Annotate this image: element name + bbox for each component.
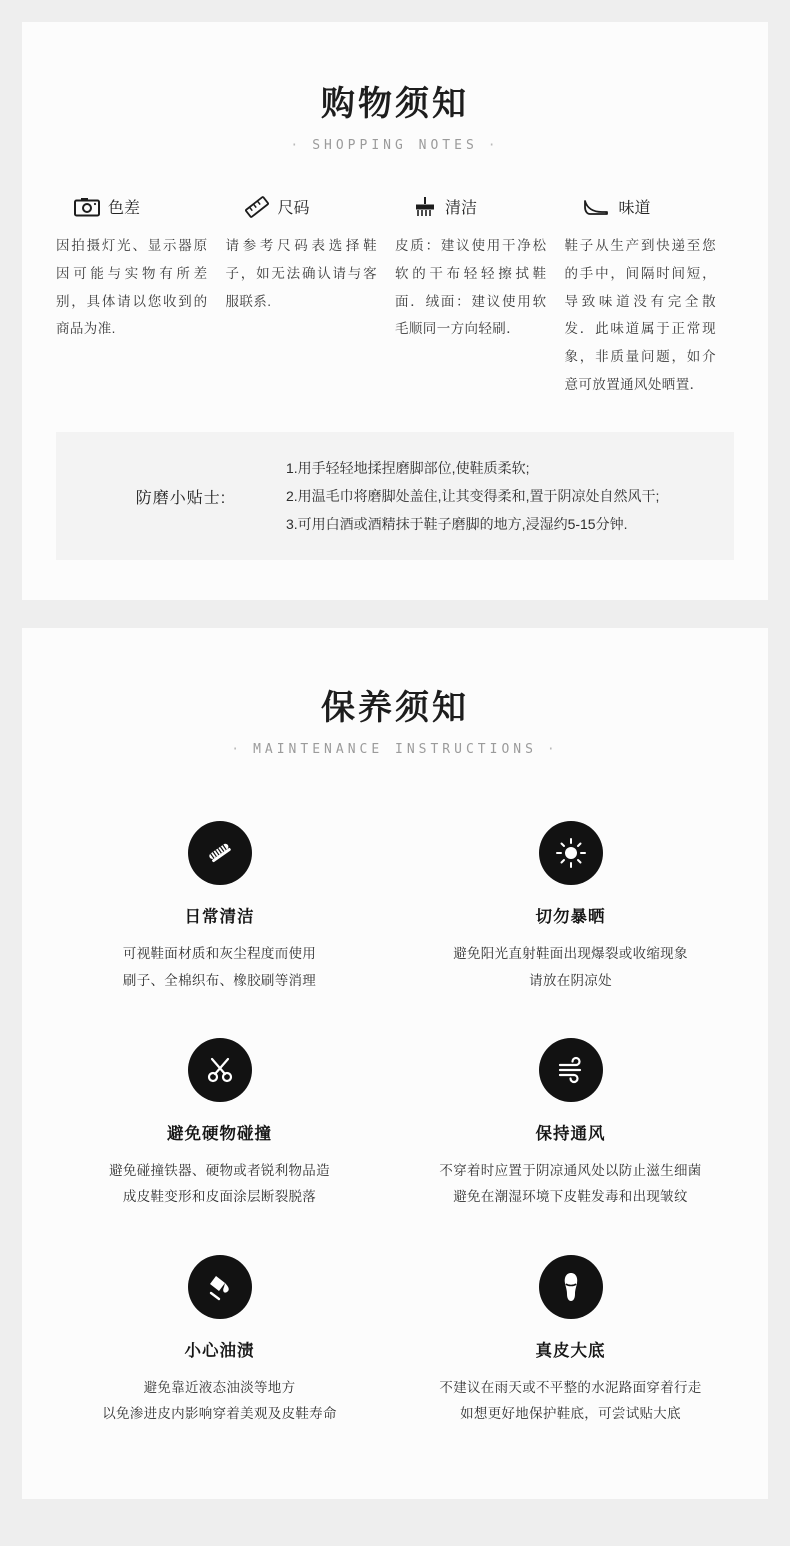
note-text: 鞋子从生产到快递至您的手中，间隔时间短，导致味道没有完全散发．此味道属于正常现象，非质量问题，如介意可放置通风处晒置． <box>564 238 716 392</box>
note-smell <box>565 195 735 398</box>
desc-line: 可视鞋面材质和灰尘程度而使用 <box>122 946 317 962</box>
desc-line: 避免阳光直射鞋面出现爆裂或收缩现象 <box>453 946 688 962</box>
maintenance-item-leather-sole <box>395 1237 746 1454</box>
maintenance-item-oil-stains <box>44 1237 395 1454</box>
maintenance-item-no-sun-exposure <box>395 803 746 1020</box>
maintenance-subtitle-text: MAINTENANCE INSTRUCTIONS <box>253 742 537 758</box>
note-head <box>565 195 717 218</box>
desc-line: 如想更好地保护鞋底，可尝试贴大底 <box>460 1405 681 1421</box>
desc-line: 避免碰撞铁器、硬物或者锐利物品造 <box>109 1163 330 1179</box>
anti-abrasion-tips <box>56 432 734 560</box>
shopping-notes-row <box>56 195 734 398</box>
dot-left: · <box>290 138 303 154</box>
maintenance-item-desc <box>54 1158 385 1211</box>
note-text: 因拍摄灯光、显示器原因可能与实物有所差别，具体请以您收到的商品为准. <box>56 238 208 337</box>
note-head <box>395 195 547 218</box>
ruler-icon <box>244 196 270 218</box>
camera-icon <box>74 197 100 217</box>
note-label: 尺码 <box>277 200 310 218</box>
note-label: 色差 <box>108 200 141 218</box>
note-size <box>226 195 396 398</box>
wind-icon <box>539 1038 603 1102</box>
note-label: 味道 <box>618 200 651 218</box>
oil-drop-icon <box>188 1255 252 1319</box>
shopping-title-block <box>22 82 768 153</box>
desc-line: 避免靠近液态油淡等地方 <box>143 1379 296 1395</box>
maintenance-item-avoid-impact <box>44 1020 395 1237</box>
maintenance-item-title: 切勿暴晒 <box>535 908 606 927</box>
high-heel-icon <box>583 197 611 217</box>
tips-item: 2.用温毛巾将磨脚处盖住,让其变得柔和,置于阴凉处自然风干; <box>286 488 660 505</box>
tips-item: 1.用手轻轻地揉捏磨脚部位,使鞋质柔软; <box>286 460 530 477</box>
brush-icon <box>413 196 437 218</box>
tips-item: 3.可用白酒或酒精抹于鞋子磨脚的地方,浸湿约5-15分钟. <box>286 516 628 533</box>
maintenance-title-block <box>22 686 768 757</box>
sun-icon <box>539 821 603 885</box>
desc-line: 不穿着时应置于阴凉通风处以防止滋生细菌 <box>439 1163 702 1179</box>
note-text: 请参考尺码表选择鞋子，如无法确认请与客服联系. <box>225 238 377 309</box>
shopping-subtitle <box>22 138 768 153</box>
maintenance-item-title: 保持通风 <box>535 1125 606 1144</box>
maintenance-section <box>22 628 768 1499</box>
page-title: 购物须知 <box>321 85 469 123</box>
maintenance-item-desc <box>54 1375 385 1428</box>
maintenance-item-title: 真皮大底 <box>535 1341 606 1360</box>
note-text: 皮质：建议使用干净松软的干布轻轻擦拭鞋面．绒面：建议使用软毛顺同一方向轻刷． <box>395 238 547 337</box>
desc-line: 刷子、全棉织布、橡胶刷等消理 <box>122 972 317 988</box>
desc-line: 避免在潮湿环境下皮鞋发毒和出现皱纹 <box>453 1189 688 1205</box>
scissors-icon <box>188 1038 252 1102</box>
desc-line: 请放在阴凉处 <box>529 972 612 988</box>
maintenance-item-desc <box>405 941 736 994</box>
maintenance-grid <box>44 803 746 1453</box>
brush-circle-icon <box>188 821 252 885</box>
note-head <box>56 195 208 218</box>
note-head <box>226 195 378 218</box>
maintenance-item-desc <box>405 1375 736 1428</box>
note-cleaning <box>395 195 565 398</box>
maintenance-item-desc <box>54 941 385 994</box>
maintenance-title: 保养须知 <box>321 689 469 728</box>
maintenance-item-desc <box>405 1158 736 1211</box>
maintenance-subtitle <box>22 742 768 757</box>
sole-icon <box>539 1255 603 1319</box>
note-label: 清洁 <box>445 200 478 218</box>
shopping-subtitle-text: SHOPPING NOTES <box>312 138 478 154</box>
desc-line: 不建议在雨天或不平整的水泥路面穿着行走 <box>439 1379 702 1395</box>
note-color-difference <box>56 195 226 398</box>
dot-right: · <box>487 138 500 154</box>
maintenance-item-title: 日常清洁 <box>184 908 255 927</box>
dot-right: · <box>546 742 559 758</box>
maintenance-item-ventilation <box>395 1020 746 1237</box>
shopping-notes-section <box>22 22 768 600</box>
maintenance-item-title: 避免硬物碰撞 <box>167 1125 272 1144</box>
maintenance-item-daily-cleaning <box>44 803 395 1020</box>
tips-label: 防磨小贴士: <box>135 489 227 507</box>
desc-line: 以免渗进皮内影响穿着美观及皮鞋寿命 <box>102 1405 337 1421</box>
desc-line: 成皮鞋变形和皮面涂层断裂脱落 <box>122 1189 317 1205</box>
tips-list <box>286 454 714 538</box>
maintenance-item-title: 小心油渍 <box>184 1341 255 1360</box>
dot-left: · <box>231 742 244 758</box>
